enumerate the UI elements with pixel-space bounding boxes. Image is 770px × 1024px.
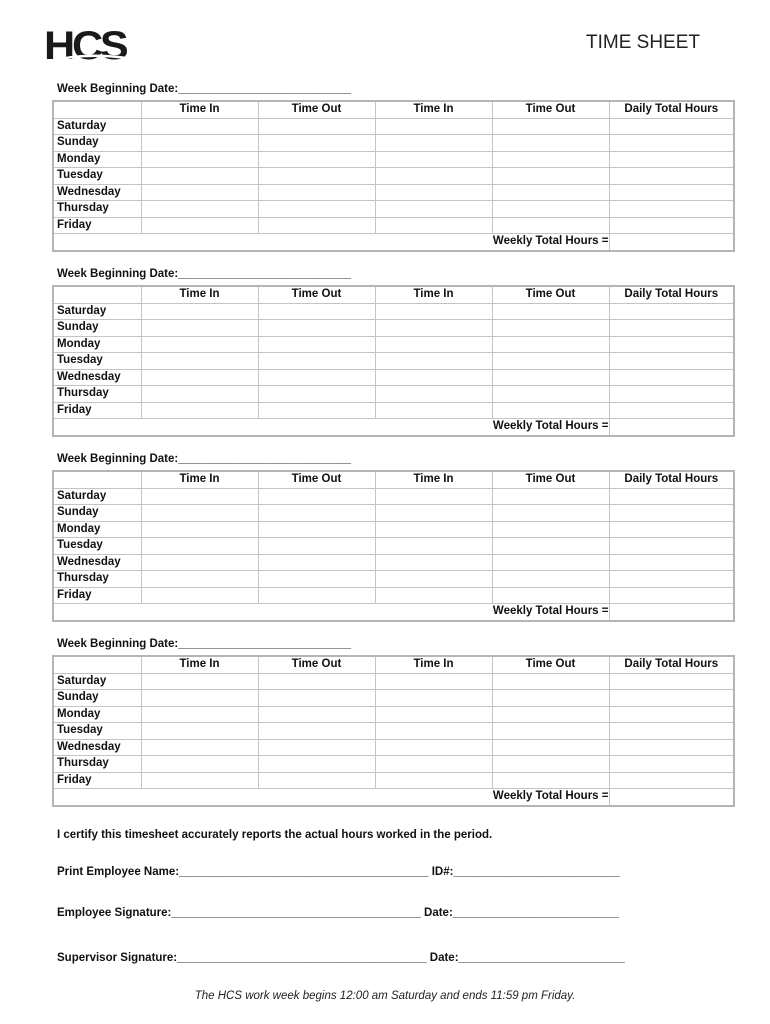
time-entry-cell[interactable] [492,538,609,555]
day-label: Thursday [53,201,141,218]
day-label: Friday [53,217,141,234]
time-entry-cell[interactable] [258,756,375,773]
time-entry-cell[interactable] [375,303,492,320]
table-row [53,538,734,555]
time-entry-cell[interactable] [492,118,609,135]
day-label: Wednesday [53,369,141,386]
time-entry-cell[interactable] [609,336,734,353]
day-label: Wednesday [53,554,141,571]
time-entry-cell[interactable] [492,706,609,723]
time-entry-cell[interactable] [609,723,734,740]
time-entry-cell[interactable] [375,184,492,201]
time-entry-cell[interactable] [492,151,609,168]
day-label: Monday [53,706,141,723]
time-entry-cell[interactable] [258,690,375,707]
column-header [53,286,141,303]
column-header [53,471,141,488]
week-beginning-date-label[interactable]: Week Beginning Date:___________________________ [57,268,351,280]
time-entry-cell[interactable] [492,772,609,789]
time-entry-cell[interactable] [609,118,734,135]
time-entry-cell[interactable] [258,587,375,604]
week-beginning-date-label[interactable]: Week Beginning Date:___________________________ [57,453,351,465]
day-label: Sunday [53,690,141,707]
day-label: Friday [53,587,141,604]
column-header: Time Out [258,656,375,673]
column-header: Time Out [258,286,375,303]
time-entry-cell[interactable] [492,739,609,756]
time-entry-cell[interactable] [609,571,734,588]
time-entry-cell[interactable] [375,505,492,522]
column-header: Time In [141,286,258,303]
time-entry-cell[interactable] [609,706,734,723]
time-entry-cell[interactable] [375,690,492,707]
time-entry-cell[interactable] [141,673,258,690]
day-label: Monday [53,521,141,538]
weekly-total-value-cell[interactable] [609,234,734,251]
column-header: Time Out [492,471,609,488]
time-entry-cell[interactable] [258,772,375,789]
time-entry-cell[interactable] [609,739,734,756]
time-entry-cell[interactable] [258,739,375,756]
time-entry-cell[interactable] [492,386,609,403]
time-entry-cell[interactable] [258,521,375,538]
time-entry-cell[interactable] [492,505,609,522]
time-entry-cell[interactable] [258,336,375,353]
table-header-row [53,656,734,673]
time-entry-cell[interactable] [141,402,258,419]
column-header: Time In [141,656,258,673]
time-entry-cell[interactable] [375,353,492,370]
time-entry-cell[interactable] [609,538,734,555]
time-entry-cell[interactable] [258,353,375,370]
table-row [53,673,734,690]
time-entry-cell[interactable] [609,554,734,571]
time-entry-cell[interactable] [141,151,258,168]
time-entry-cell[interactable] [609,690,734,707]
weekly-total-value-cell[interactable] [609,604,734,621]
time-entry-cell[interactable] [141,756,258,773]
time-entry-cell[interactable] [609,772,734,789]
time-entry-cell[interactable] [609,184,734,201]
time-entry-cell[interactable] [375,538,492,555]
employee-signature-date-field[interactable]: Employee Signature:_______________________________________ Date:__________________________ [57,907,620,919]
time-entry-cell[interactable] [141,336,258,353]
time-entry-cell[interactable] [258,118,375,135]
week-timesheet-table [52,285,735,437]
time-entry-cell[interactable] [609,402,734,419]
day-label: Tuesday [53,353,141,370]
time-entry-cell[interactable] [258,320,375,337]
time-entry-cell[interactable] [375,554,492,571]
time-entry-cell[interactable] [258,369,375,386]
weekly-total-row [53,234,734,251]
time-entry-cell[interactable] [141,723,258,740]
time-entry-cell[interactable] [141,353,258,370]
table-row [53,369,734,386]
time-entry-cell[interactable] [258,386,375,403]
work-week-note: The HCS work week begins 12:00 am Saturday and ends 11:59 pm Friday. [194,990,576,1002]
column-header: Time In [375,656,492,673]
day-label: Saturday [53,673,141,690]
table-row [53,739,734,756]
day-label: Monday [53,336,141,353]
time-entry-cell[interactable] [141,369,258,386]
time-entry-cell[interactable] [375,402,492,419]
time-entry-cell[interactable] [492,217,609,234]
day-label: Monday [53,151,141,168]
column-header: Time In [141,101,258,118]
weekly-total-label: Weekly Total Hours = [53,604,609,621]
time-entry-cell[interactable] [492,201,609,218]
table-row [53,505,734,522]
time-entry-cell[interactable] [375,336,492,353]
week-timesheet-table [52,655,735,807]
column-header: Daily Total Hours [609,101,734,118]
time-entry-cell[interactable] [609,505,734,522]
time-entry-cell[interactable] [141,571,258,588]
table-row [53,168,734,185]
table-row [53,706,734,723]
time-entry-cell[interactable] [375,673,492,690]
time-entry-cell[interactable] [258,673,375,690]
table-row [53,217,734,234]
week-beginning-date-label[interactable]: Week Beginning Date:___________________________ [57,638,351,650]
time-entry-cell[interactable] [258,505,375,522]
time-entry-cell[interactable] [375,168,492,185]
time-entry-cell[interactable] [492,168,609,185]
time-entry-cell[interactable] [141,386,258,403]
weekly-total-label: Weekly Total Hours = [53,234,609,251]
weekly-total-row [53,419,734,436]
time-entry-cell[interactable] [492,571,609,588]
time-entry-cell[interactable] [609,201,734,218]
time-entry-cell[interactable] [492,320,609,337]
time-entry-cell[interactable] [375,521,492,538]
time-entry-cell[interactable] [492,756,609,773]
weekly-total-row [53,604,734,621]
day-label: Thursday [53,571,141,588]
time-entry-cell[interactable] [141,135,258,152]
day-label: Friday [53,402,141,419]
time-entry-cell[interactable] [141,772,258,789]
column-header: Daily Total Hours [609,656,734,673]
logo-swoosh-icon [44,54,128,64]
time-entry-cell[interactable] [609,320,734,337]
table-row [53,386,734,403]
time-entry-cell[interactable] [492,673,609,690]
column-header: Time Out [492,286,609,303]
time-entry-cell[interactable] [258,135,375,152]
table-row [53,118,734,135]
day-label: Sunday [53,505,141,522]
time-entry-cell[interactable] [375,706,492,723]
time-entry-cell[interactable] [375,135,492,152]
time-entry-cell[interactable] [609,521,734,538]
time-entry-cell[interactable] [258,554,375,571]
table-row [53,571,734,588]
supervisor-signature-date-field[interactable]: Supervisor Signature:_______________________________________ Date:__________________________ [57,952,625,964]
time-entry-cell[interactable] [375,151,492,168]
weekly-total-label: Weekly Total Hours = [53,789,609,806]
time-entry-cell[interactable] [609,168,734,185]
day-label: Tuesday [53,168,141,185]
time-entry-cell[interactable] [492,488,609,505]
day-label: Tuesday [53,538,141,555]
time-entry-cell[interactable] [141,303,258,320]
column-header: Time In [141,471,258,488]
table-row [53,151,734,168]
time-entry-cell[interactable] [609,217,734,234]
time-entry-cell[interactable] [258,168,375,185]
time-entry-cell[interactable] [609,151,734,168]
time-entry-cell[interactable] [609,488,734,505]
time-entry-cell[interactable] [375,369,492,386]
table-header-row [53,101,734,118]
time-entry-cell[interactable] [492,723,609,740]
time-entry-cell[interactable] [258,571,375,588]
time-entry-cell[interactable] [258,723,375,740]
time-entry-cell[interactable] [492,184,609,201]
time-entry-cell[interactable] [375,587,492,604]
weekly-total-label: Weekly Total Hours = [53,419,609,436]
day-label: Sunday [53,320,141,337]
time-entry-cell[interactable] [141,706,258,723]
time-entry-cell[interactable] [141,118,258,135]
page-title: TIME SHEET [586,32,701,53]
column-header: Time Out [492,101,609,118]
time-entry-cell[interactable] [375,217,492,234]
day-label: Saturday [53,303,141,320]
day-label: Thursday [53,756,141,773]
time-entry-cell[interactable] [609,756,734,773]
time-entry-cell[interactable] [492,336,609,353]
time-entry-cell[interactable] [141,217,258,234]
table-row [53,184,734,201]
time-entry-cell[interactable] [492,521,609,538]
column-header: Time In [375,101,492,118]
week-beginning-date-label[interactable]: Week Beginning Date:___________________________ [57,83,351,95]
time-entry-cell[interactable] [375,739,492,756]
table-row [53,353,734,370]
table-row [53,336,734,353]
table-row [53,554,734,571]
time-entry-cell[interactable] [609,353,734,370]
time-entry-cell[interactable] [492,369,609,386]
day-label: Thursday [53,386,141,403]
table-row [53,772,734,789]
time-entry-cell[interactable] [141,521,258,538]
time-entry-cell[interactable] [141,538,258,555]
time-entry-cell[interactable] [609,303,734,320]
time-entry-cell[interactable] [609,587,734,604]
table-row [53,587,734,604]
time-entry-cell[interactable] [258,706,375,723]
day-label: Wednesday [53,739,141,756]
column-header: Time In [375,286,492,303]
time-entry-cell[interactable] [258,201,375,218]
time-entry-cell[interactable] [258,184,375,201]
column-header: Daily Total Hours [609,471,734,488]
time-entry-cell[interactable] [141,201,258,218]
time-entry-cell[interactable] [375,571,492,588]
table-row [53,723,734,740]
table-header-row [53,471,734,488]
weekly-total-value-cell[interactable] [609,419,734,436]
time-entry-cell[interactable] [492,135,609,152]
week-timesheet-table [52,470,735,622]
weekly-total-row [53,789,734,806]
day-label: Friday [53,772,141,789]
certification-statement: I certify this timesheet accurately reports the actual hours worked in the period. [57,829,493,841]
time-entry-cell[interactable] [492,353,609,370]
time-entry-cell[interactable] [609,135,734,152]
print-name-id-field[interactable]: Print Employee Name:_______________________________________ ID#:__________________________ [57,866,620,878]
time-entry-cell[interactable] [492,554,609,571]
time-entry-cell[interactable] [141,690,258,707]
day-label: Wednesday [53,184,141,201]
day-label: Tuesday [53,723,141,740]
time-entry-cell[interactable] [492,690,609,707]
time-entry-cell[interactable] [375,723,492,740]
table-row [53,402,734,419]
time-entry-cell[interactable] [141,184,258,201]
time-entry-cell[interactable] [258,217,375,234]
time-entry-cell[interactable] [375,488,492,505]
time-entry-cell[interactable] [141,739,258,756]
time-entry-cell[interactable] [609,673,734,690]
time-entry-cell[interactable] [609,369,734,386]
week-timesheet-table [52,100,735,252]
column-header [53,656,141,673]
time-entry-cell[interactable] [375,386,492,403]
column-header: Time Out [492,656,609,673]
column-header [53,101,141,118]
time-entry-cell[interactable] [141,587,258,604]
time-entry-cell[interactable] [141,168,258,185]
time-entry-cell[interactable] [375,756,492,773]
table-row [53,521,734,538]
time-entry-cell[interactable] [141,505,258,522]
time-entry-cell[interactable] [258,402,375,419]
time-entry-cell[interactable] [141,488,258,505]
day-label: Saturday [53,118,141,135]
table-header-row [53,286,734,303]
table-row [53,201,734,218]
time-entry-cell[interactable] [141,320,258,337]
time-entry-cell[interactable] [258,488,375,505]
time-entry-cell[interactable] [375,320,492,337]
time-entry-cell[interactable] [492,402,609,419]
logo-text: HCS [44,24,126,68]
column-header: Time Out [258,471,375,488]
time-entry-cell[interactable] [609,386,734,403]
day-label: Sunday [53,135,141,152]
column-header: Time In [375,471,492,488]
table-row [53,303,734,320]
column-header: Daily Total Hours [609,286,734,303]
column-header: Time Out [258,101,375,118]
time-entry-cell[interactable] [492,303,609,320]
table-row [53,135,734,152]
table-row [53,320,734,337]
time-entry-cell[interactable] [258,303,375,320]
time-entry-cell[interactable] [375,201,492,218]
table-row [53,488,734,505]
table-row [53,756,734,773]
time-entry-cell[interactable] [258,538,375,555]
time-entry-cell[interactable] [375,118,492,135]
time-entry-cell[interactable] [492,587,609,604]
table-row [53,690,734,707]
day-label: Saturday [53,488,141,505]
time-entry-cell[interactable] [375,772,492,789]
weekly-total-value-cell[interactable] [609,789,734,806]
time-entry-cell[interactable] [258,151,375,168]
time-entry-cell[interactable] [141,554,258,571]
